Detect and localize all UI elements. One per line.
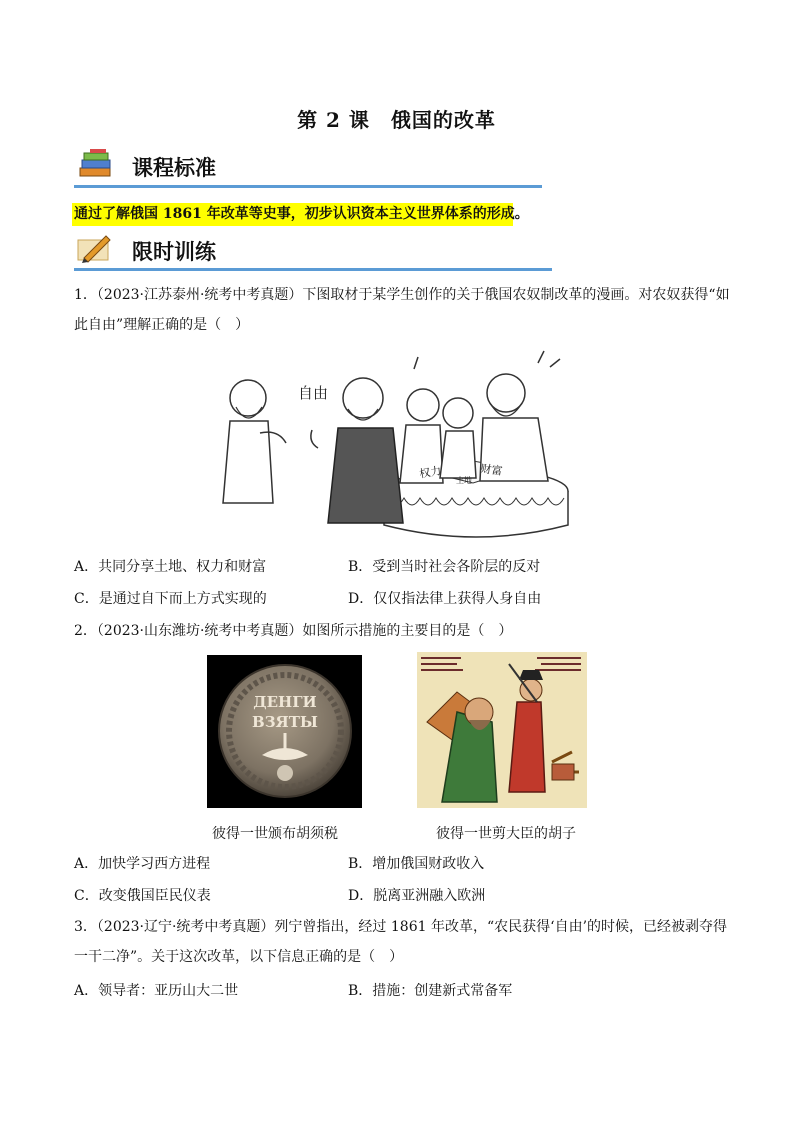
books-icon <box>76 148 116 184</box>
question-2-option-a[interactable]: A．加快学习西方进程 <box>74 856 211 872</box>
question-1-option-b[interactable]: B．受到当时社会各阶层的反对 <box>348 559 541 575</box>
cake-label-power: 权力 <box>418 464 443 481</box>
caption-beard-tax: 彼得一世颁布胡须税 <box>212 826 338 842</box>
question-3-option-b[interactable]: B．措施：创建新式常备军 <box>348 983 513 999</box>
question-2-option-d[interactable]: D．脱离亚洲融入欧洲 <box>348 888 486 904</box>
pen-icon <box>76 232 116 268</box>
question-2-option-b[interactable]: B．增加俄国财政收入 <box>348 856 485 872</box>
question-1-option-d[interactable]: D．仅仅指法律上获得人身自由 <box>348 591 542 607</box>
question-1-option-a[interactable]: A．共同分享土地、权力和财富 <box>74 559 267 575</box>
cake-label-wealth: 财富 <box>479 461 504 478</box>
curriculum-standard <box>72 203 529 226</box>
question-2-option-c[interactable]: C．改变俄国臣民仪表 <box>74 888 211 904</box>
coin-text-line-2: ВЗЯТЫ <box>252 713 318 731</box>
section-divider <box>74 268 552 271</box>
cartoon-speech: 自由 <box>298 384 329 402</box>
curriculum-standard-text: 通过了解俄国 1861 年改革等史事，初步认识资本主义世界体系的形成。 <box>74 206 529 222</box>
question-3-option-a[interactable]: A．领导者：亚历山大二世 <box>74 983 239 999</box>
section-heading-standard: 课程标准 <box>132 156 216 180</box>
section-divider <box>74 185 542 188</box>
caption-cut-beard: 彼得一世剪大臣的胡子 <box>436 826 576 842</box>
question-1-stem: 1．（2023·江苏泰州·统考中考真题）下图取材于某学生创作的关于俄国农奴制改革的漫画。对农奴获得“如此自由”理解正确的是（ ） <box>74 287 730 333</box>
coin-text-line-1: ДЕНГИ <box>253 693 317 711</box>
beard-tax-coin-image <box>207 655 362 808</box>
peter-cuts-beard-image <box>417 652 587 808</box>
question-2-stem: 2．（2023·山东潍坊·统考中考真题）如图所示措施的主要目的是（ ） <box>74 623 513 639</box>
section-heading-training: 限时训练 <box>132 240 216 264</box>
question-1-option-c[interactable]: C．是通过自下而上方式实现的 <box>74 591 267 607</box>
page-title: 第 2 课 俄国的改革 <box>297 108 496 132</box>
cake-label-land: 土地 <box>456 476 472 485</box>
question-3-stem: 3．（2023·辽宁·统考中考真题）列宁曾指出，经过 1861 年改革，“农民获得‘自由’的时候，已经被剥夺得一干二净”。关于这次改革，以下信息正确的是（ ） <box>74 919 728 965</box>
serfdom-cartoon <box>218 343 574 543</box>
